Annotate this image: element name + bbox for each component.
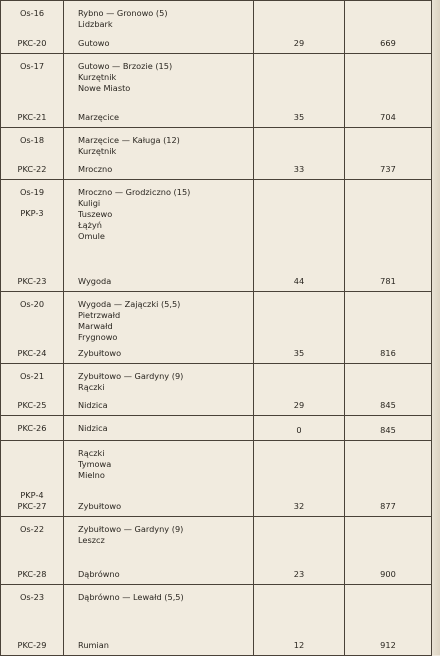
km-cell: [345, 128, 432, 180]
stop-name: Tymowa: [78, 459, 112, 469]
stop-name: Tuszewo: [78, 209, 113, 219]
stop-name: Nowe Miasto: [78, 83, 131, 93]
route-cell: [64, 1, 254, 54]
route-title: Zybułtowo — Gardyny (9): [78, 371, 184, 381]
route-cell: [64, 441, 254, 517]
minutes-value: 35: [293, 112, 305, 122]
table-row: [1, 585, 432, 656]
destination-name: Nidzica: [78, 400, 108, 410]
km-wrap: [345, 54, 431, 127]
route-stack: [78, 364, 253, 415]
minutes-value: 32: [293, 501, 305, 511]
code-cell: [1, 54, 64, 128]
minutes-wrap: [254, 517, 344, 584]
km-cell: [345, 585, 432, 656]
code-stack: [1, 128, 63, 179]
code-stack: [1, 517, 63, 584]
minutes-wrap: [254, 1, 344, 53]
minutes-cell: [254, 54, 345, 128]
route-title: Marzęcice — Kaługa (12): [78, 135, 180, 145]
stop-name: Kuligi: [78, 198, 101, 208]
route-cell: [64, 180, 254, 292]
code-bottom: PKC-27: [17, 501, 47, 511]
route-title: Rybno — Gronowo (5): [78, 8, 168, 18]
minutes-cell: [254, 180, 345, 292]
code-stack: [1, 441, 63, 516]
code-top: PKC-26: [17, 423, 47, 433]
code-cell: [1, 364, 64, 416]
minutes-wrap: [254, 441, 344, 516]
route-title: Nidzica: [78, 423, 108, 433]
stop-name: Leszcz: [78, 535, 105, 545]
route-stack: [78, 54, 253, 127]
minutes-wrap: [254, 416, 344, 440]
code-bottom: PKC-21: [17, 112, 47, 122]
stop-name: Kurzętnik: [78, 146, 117, 156]
stop-name: Mielno: [78, 470, 105, 480]
code-bottom: PKC-29: [17, 640, 47, 650]
minutes-wrap: [254, 364, 344, 415]
route-title: Gutowo — Brzozie (15): [78, 61, 173, 71]
route-cell: [64, 416, 254, 441]
code-stack: [1, 585, 63, 655]
route-stack: [78, 416, 253, 440]
table-row: [1, 128, 432, 180]
minutes-wrap: [254, 128, 344, 179]
km-cell: [345, 54, 432, 128]
route-stack: [78, 441, 253, 516]
table-row: [1, 441, 432, 517]
code-stack: [1, 1, 63, 53]
table-row: [1, 292, 432, 364]
stop-name: Lidzbark: [78, 19, 113, 29]
km-wrap: [345, 292, 431, 363]
table-row: [1, 54, 432, 128]
route-cell: [64, 128, 254, 180]
destination-name: Wygoda: [78, 276, 112, 286]
km-value: 669: [380, 38, 396, 48]
km-value: 704: [380, 112, 396, 122]
code-stack: [1, 54, 63, 127]
km-value: 845: [380, 425, 396, 435]
table-row: [1, 364, 432, 416]
code-bottom: PKC-28: [17, 569, 47, 579]
stop-name: Frygnowo: [78, 332, 118, 342]
code-stack: [1, 180, 63, 291]
code-top: Os-22: [19, 524, 45, 534]
code-cell: [1, 292, 64, 364]
minutes-value: 29: [293, 38, 305, 48]
km-wrap: [345, 517, 431, 584]
route-cell: [64, 585, 254, 656]
minutes-value: 44: [293, 276, 305, 286]
km-cell: [345, 441, 432, 517]
route-stack: [78, 292, 253, 363]
route-title: Rączki: [78, 448, 105, 458]
minutes-wrap: [254, 180, 344, 291]
minutes-value: 23: [293, 569, 305, 579]
destination-name: Rumian: [78, 640, 109, 650]
destination-name: Zybułtowo: [78, 348, 122, 358]
code-stack: [1, 292, 63, 363]
minutes-cell: [254, 441, 345, 517]
route-cell: [64, 54, 254, 128]
km-value: 737: [380, 164, 396, 174]
code-top: Os-19: [19, 187, 45, 197]
minutes-wrap: [254, 585, 344, 655]
table-row: [1, 517, 432, 585]
code-mid: PKP-3: [20, 208, 44, 218]
code-cell: [1, 1, 64, 54]
km-wrap: [345, 128, 431, 179]
route-stack: [78, 128, 253, 179]
destination-name: Marzęcice: [78, 112, 120, 122]
destination-name: Dąbrówno: [78, 569, 120, 579]
km-cell: [345, 517, 432, 585]
minutes-cell: [254, 416, 345, 441]
stop-name: Kurzętnik: [78, 72, 117, 82]
km-cell: [345, 292, 432, 364]
km-wrap: [345, 1, 431, 53]
minutes-cell: [254, 1, 345, 54]
code-cell: [1, 180, 64, 292]
route-stack: [78, 1, 253, 53]
code-cell: [1, 441, 64, 517]
code-bottom: PKC-20: [17, 38, 47, 48]
km-cell: [345, 364, 432, 416]
route-cell: [64, 517, 254, 585]
route-title: Dąbrówno — Lewałd (5,5): [78, 592, 184, 602]
minutes-wrap: [254, 54, 344, 127]
km-wrap: [345, 180, 431, 291]
stop-name: Łążyń: [78, 220, 102, 230]
minutes-value: 12: [293, 640, 305, 650]
km-cell: [345, 416, 432, 441]
minutes-cell: [254, 292, 345, 364]
km-value: 912: [380, 640, 396, 650]
km-cell: [345, 1, 432, 54]
stop-name: Omule: [78, 231, 105, 241]
code-top: Os-18: [19, 135, 45, 145]
code-stack: [1, 416, 63, 440]
code-bottom: PKC-24: [17, 348, 47, 358]
route-stack: [78, 517, 253, 584]
km-value: 781: [380, 276, 396, 286]
route-title: Wygoda — Zajączki (5,5): [78, 299, 181, 309]
code-top: Os-23: [19, 592, 45, 602]
minutes-value: 33: [293, 164, 305, 174]
destination-name: Zybułtowo: [78, 501, 122, 511]
minutes-value: 29: [293, 400, 305, 410]
km-wrap: [345, 441, 431, 516]
code-bottom: PKC-23: [17, 276, 47, 286]
code-top: Os-16: [19, 8, 45, 18]
stop-name: Pietrzwałd: [78, 310, 121, 320]
destination-name: Mroczno: [78, 164, 113, 174]
route-stack: [78, 180, 253, 291]
page-edge: [432, 0, 440, 655]
code-bottom: PKC-25: [17, 400, 47, 410]
minutes-cell: [254, 517, 345, 585]
km-value: 845: [380, 400, 396, 410]
route-title: Mroczno — Grodziczno (15): [78, 187, 191, 197]
route-cell: [64, 292, 254, 364]
minutes-value: 0: [296, 425, 302, 435]
route-title: Zybułtowo — Gardyny (9): [78, 524, 184, 534]
km-value: 877: [380, 501, 396, 511]
code-mid: PKP-4: [20, 490, 44, 500]
destination-name: Gutowo: [78, 38, 110, 48]
code-top: Os-21: [19, 371, 45, 381]
minutes-value: 35: [293, 348, 305, 358]
minutes-wrap: [254, 292, 344, 363]
code-cell: [1, 416, 64, 441]
code-top: Os-20: [19, 299, 45, 309]
km-value: 816: [380, 348, 396, 358]
code-top: Os-17: [19, 61, 45, 71]
km-value: 900: [380, 569, 396, 579]
table-row: [1, 416, 432, 441]
minutes-cell: [254, 364, 345, 416]
route-stack: [78, 585, 253, 655]
km-wrap: [345, 585, 431, 655]
code-cell: [1, 517, 64, 585]
stop-name: Rączki: [78, 382, 105, 392]
table-row: [1, 180, 432, 292]
minutes-cell: [254, 128, 345, 180]
km-cell: [345, 180, 432, 292]
code-cell: [1, 128, 64, 180]
stop-name: Marwałd: [78, 321, 113, 331]
km-wrap: [345, 416, 431, 440]
code-cell: [1, 585, 64, 656]
code-stack: [1, 364, 63, 415]
table-row: [1, 1, 432, 54]
minutes-cell: [254, 585, 345, 656]
route-cell: [64, 364, 254, 416]
km-wrap: [345, 364, 431, 415]
code-bottom: PKC-22: [17, 164, 47, 174]
